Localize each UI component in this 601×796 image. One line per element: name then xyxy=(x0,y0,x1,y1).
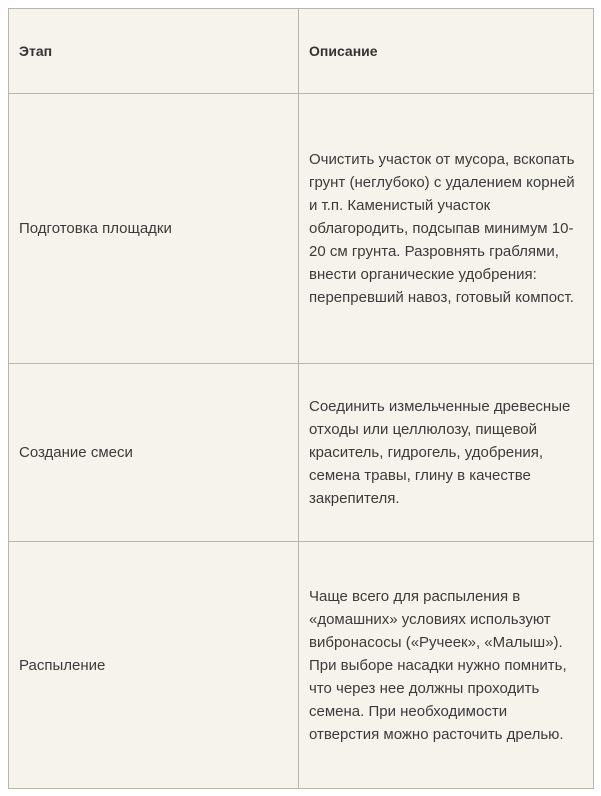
hydroseeding-stages-table xyxy=(8,8,594,789)
header-stage: Этап xyxy=(9,9,299,94)
stage-cell: Подготовка площадки xyxy=(9,94,299,364)
description-cell: Чаще всего для распыления в «домашних» условиях используют вибронасосы («Ручеек», «Малыш»). При выборе насадки нужно помнить, что через нее должны проходить семена. При необходимости отверстия можно расточить дрелью. xyxy=(299,542,594,789)
table-row xyxy=(9,94,594,364)
description-cell: Соединить измельченные древесные отходы или целлюлозу, пищевой краситель, гидрогель, удобрения, семена травы, глину в качестве закрепителя. xyxy=(299,364,594,542)
hydroseeding-table-container xyxy=(8,8,593,789)
table-row xyxy=(9,364,594,542)
stage-cell: Создание смеси xyxy=(9,364,299,542)
table-row xyxy=(9,542,594,789)
stage-cell: Распыление xyxy=(9,542,299,789)
table-header-row xyxy=(9,9,594,94)
description-cell: Очистить участок от мусора, вскопать грунт (неглубоко) с удалением корней и т.п. Каменистый участок облагородить, подсыпав минимум 10-20 см грунта. Разровнять граблями, внести органические удобрения: перепревший навоз, готовый компост. xyxy=(299,94,594,364)
header-description: Описание xyxy=(299,9,594,94)
